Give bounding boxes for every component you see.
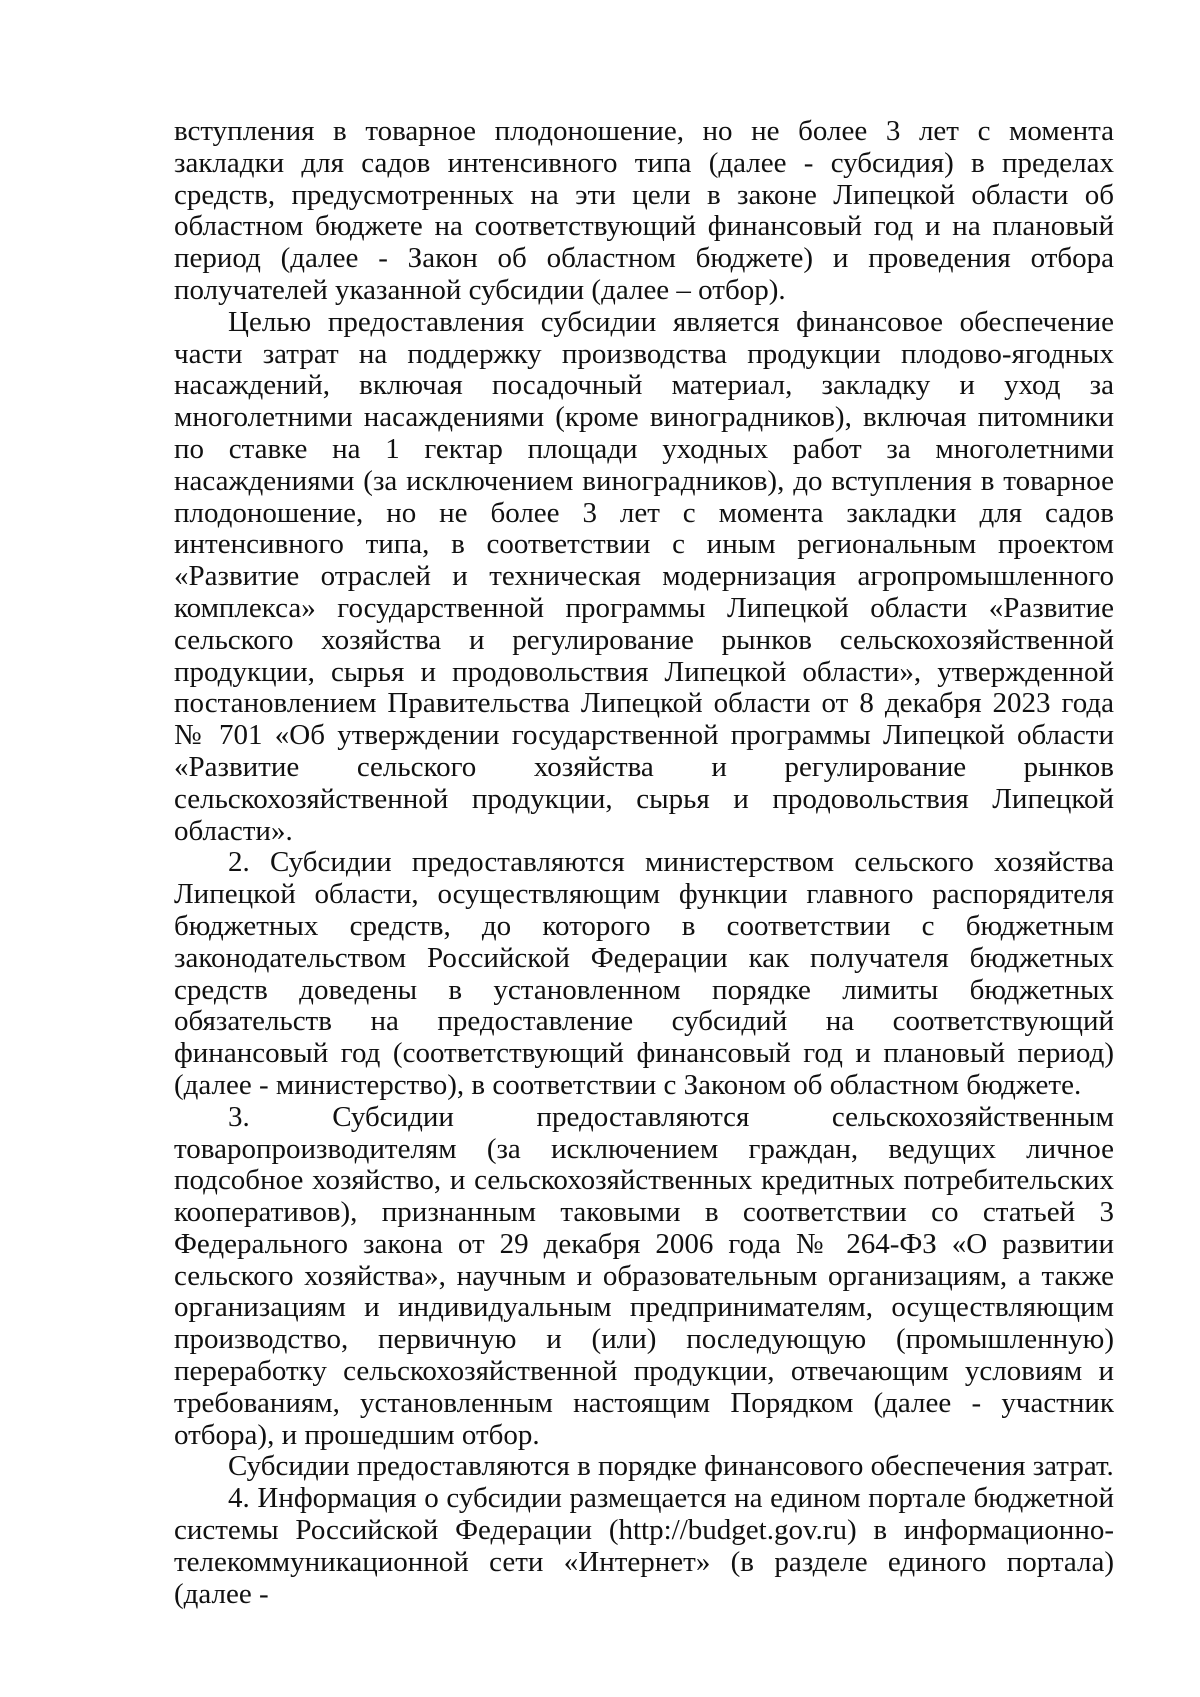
paragraph-continuation: вступления в товарное плодоношение, но не более 3 лет с момента закладки для садов интенсивного типа (далее - субсидия) в пределах средств, предусмотренных на эти цели в законе Липецкой области об областном бюджете на соответствующий финансовый год и на плановый период (далее - Закон об областном бюджете) и проведения отбора получателей указанной субсидии (далее – отбор). (174, 115, 1114, 306)
paragraph-item-4: 4. Информация о субсидии размещается на едином портале бюджетной системы Российской Федерации (http://budget.gov.ru) в информационно-телекоммуникационной сети «Интернет» (в разделе единого портала) (далее - (174, 1482, 1114, 1610)
paragraph-subsidy-purpose: Целью предоставления субсидии является финансовое обеспечение части затрат на поддержку производства продукции плодово-ягодных насаждений, включая посадочный материал, закладку и уход за многолетними насаждениями (кроме виноградников), включая питомники по ставке на 1 гектар площади уходных работ за многолетними насаждениями (за исключением виноградников), до вступления в товарное плодоношение, но не более 3 лет с момента закладки для садов интенсивного типа, в соответствии с иным региональным проектом «Развитие отраслей и техническая модернизация агропромышленного комплекса» государственной программы Липецкой области «Развитие сельского хозяйства и регулирование рынков сельскохозяйственной продукции, сырья и продовольствия Липецкой области», утвержденной постановлением Правительства Липецкой области от 8 декабря 2023 года № 701 «Об утверждении государственной программы Липецкой области «Развитие сельского хозяйства и регулирование рынков сельскохозяйственной продукции, сырья и продовольствия Липецкой области». (174, 305, 1114, 847)
paragraph-item-2: 2. Субсидии предоставляются министерством сельского хозяйства Липецкой области, осуществляющим функции главного распорядителя бюджетных средств, до которого в соответствии с бюджетным законодательством Российской Федерации как получателя бюджетных средств доведены в установленном порядке лимиты бюджетных обязательств на предоставление субсидий на соответствующий финансовый год (соответствующий финансовый год и плановый период) (далее - министерство), в соответствии с Законом об областном бюджете. (174, 846, 1114, 1101)
paragraph-item-3: 3. Субсидии предоставляются сельскохозяйственным товаропроизводителям (за исключением граждан, ведущих личное подсобное хозяйство, и сельскохозяйственных кредитных потребительских кооперативов), признанным таковыми в соответствии со статьей 3 Федерального закона от 29 декабря 2006 года № 264-ФЗ «О развитии сельского хозяйства», научным и образовательным организациям, а также организациям и индивидуальным предпринимателям, осуществляющим производство, первичную и (или) последующую (промышленную) переработку сельскохозяйственной продукции, отвечающим условиям и требованиям, установленным настоящим Порядком (далее - участник отбора), и прошедшим отбор. (174, 1100, 1114, 1451)
document-page (174, 116, 1114, 1610)
paragraph-financing-note: Субсидии предоставляются в порядке финансового обеспечения затрат. (228, 1450, 1114, 1483)
